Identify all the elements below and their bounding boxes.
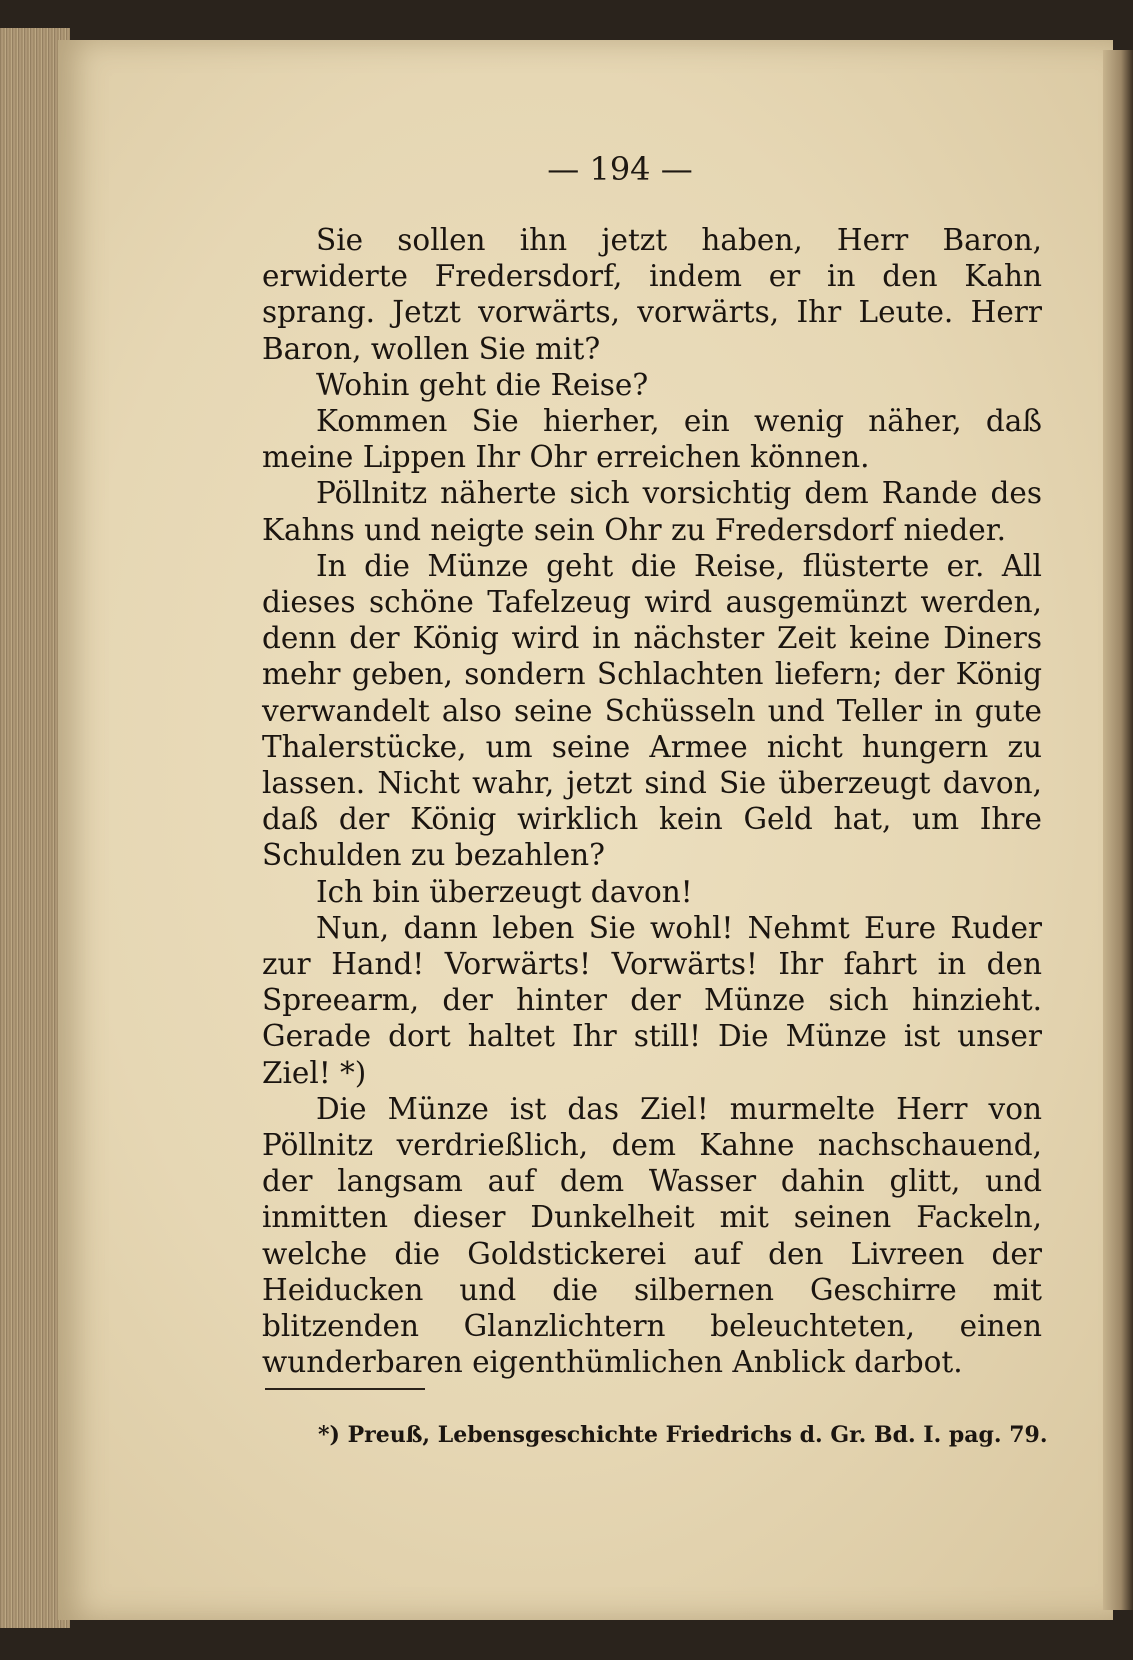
paragraph: Kommen Sie hierher, ein wenig näher, daß meine Lippen Ihr Ohr erreichen können. — [262, 404, 1042, 475]
paragraph: In die Münze geht die Reise, flüsterte er. All dieses schöne Tafelzeug wird ausgemünzt werden, denn der König wird in nächster Zeit keine Diners mehr geben, sondern Schlachten liefern; der König verwandelt also seine Schüsseln und Teller in gute Thalerstücke, um seine Armee nicht hungern zu lassen. Nicht wahr, jetzt sind Sie überzeugt davon, daß der König wirklich kein Geld hat, um Ihre Schulden zu bezahlen? — [262, 548, 1042, 873]
page-number: — 194 — — [547, 150, 693, 188]
paragraph: Ich bin überzeugt davon! — [316, 874, 693, 909]
paragraph: Wohin geht die Reise? — [316, 367, 649, 402]
paragraph: Die Münze ist das Ziel! murmelte Herr von Pöllnitz verdrießlich, dem Kahne nachschauend, der langsam auf dem Wasser dahin glitt, und inmitten dieser Dunkelheit mit seinen Fackeln, welche die Goldstickerei auf den Livreen der Heiducken und die silbernen Geschirre mit blitzenden Glanzlichtern beleuchteten, einen wunderbaren eigenthümlichen Anblick darbot. — [262, 1091, 1042, 1380]
footnote-divider — [265, 1388, 425, 1390]
paragraph: Nun, dann leben Sie wohl! Nehmt Eure Ruder zur Hand! Vorwärts! Vorwärts! Ihr fahrt in den Spreearm, der hinter der Münze sich hinzieht. Gerade dort haltet Ihr still! Die Münze ist unser Ziel! *) — [262, 910, 1042, 1090]
paragraph: Sie sollen ihn jetzt haben, Herr Baron, erwiderte Fredersdorf, indem er in den Kahn sprang. Jetzt vorwärts, vorwärts, Ihr Leute. Herr Baron, wollen Sie mit? — [262, 223, 1042, 366]
footnote: *) Preuß, Lebensgeschichte Friedrichs d. Gr. Bd. I. pag. 79. — [318, 1422, 1048, 1448]
facing-page-edge — [1103, 50, 1133, 1610]
body-text — [262, 222, 1042, 1381]
paragraph: Pöllnitz näherte sich vorsichtig dem Rande des Kahns und neigte sein Ohr zu Fredersdorf nieder. — [262, 476, 1042, 547]
